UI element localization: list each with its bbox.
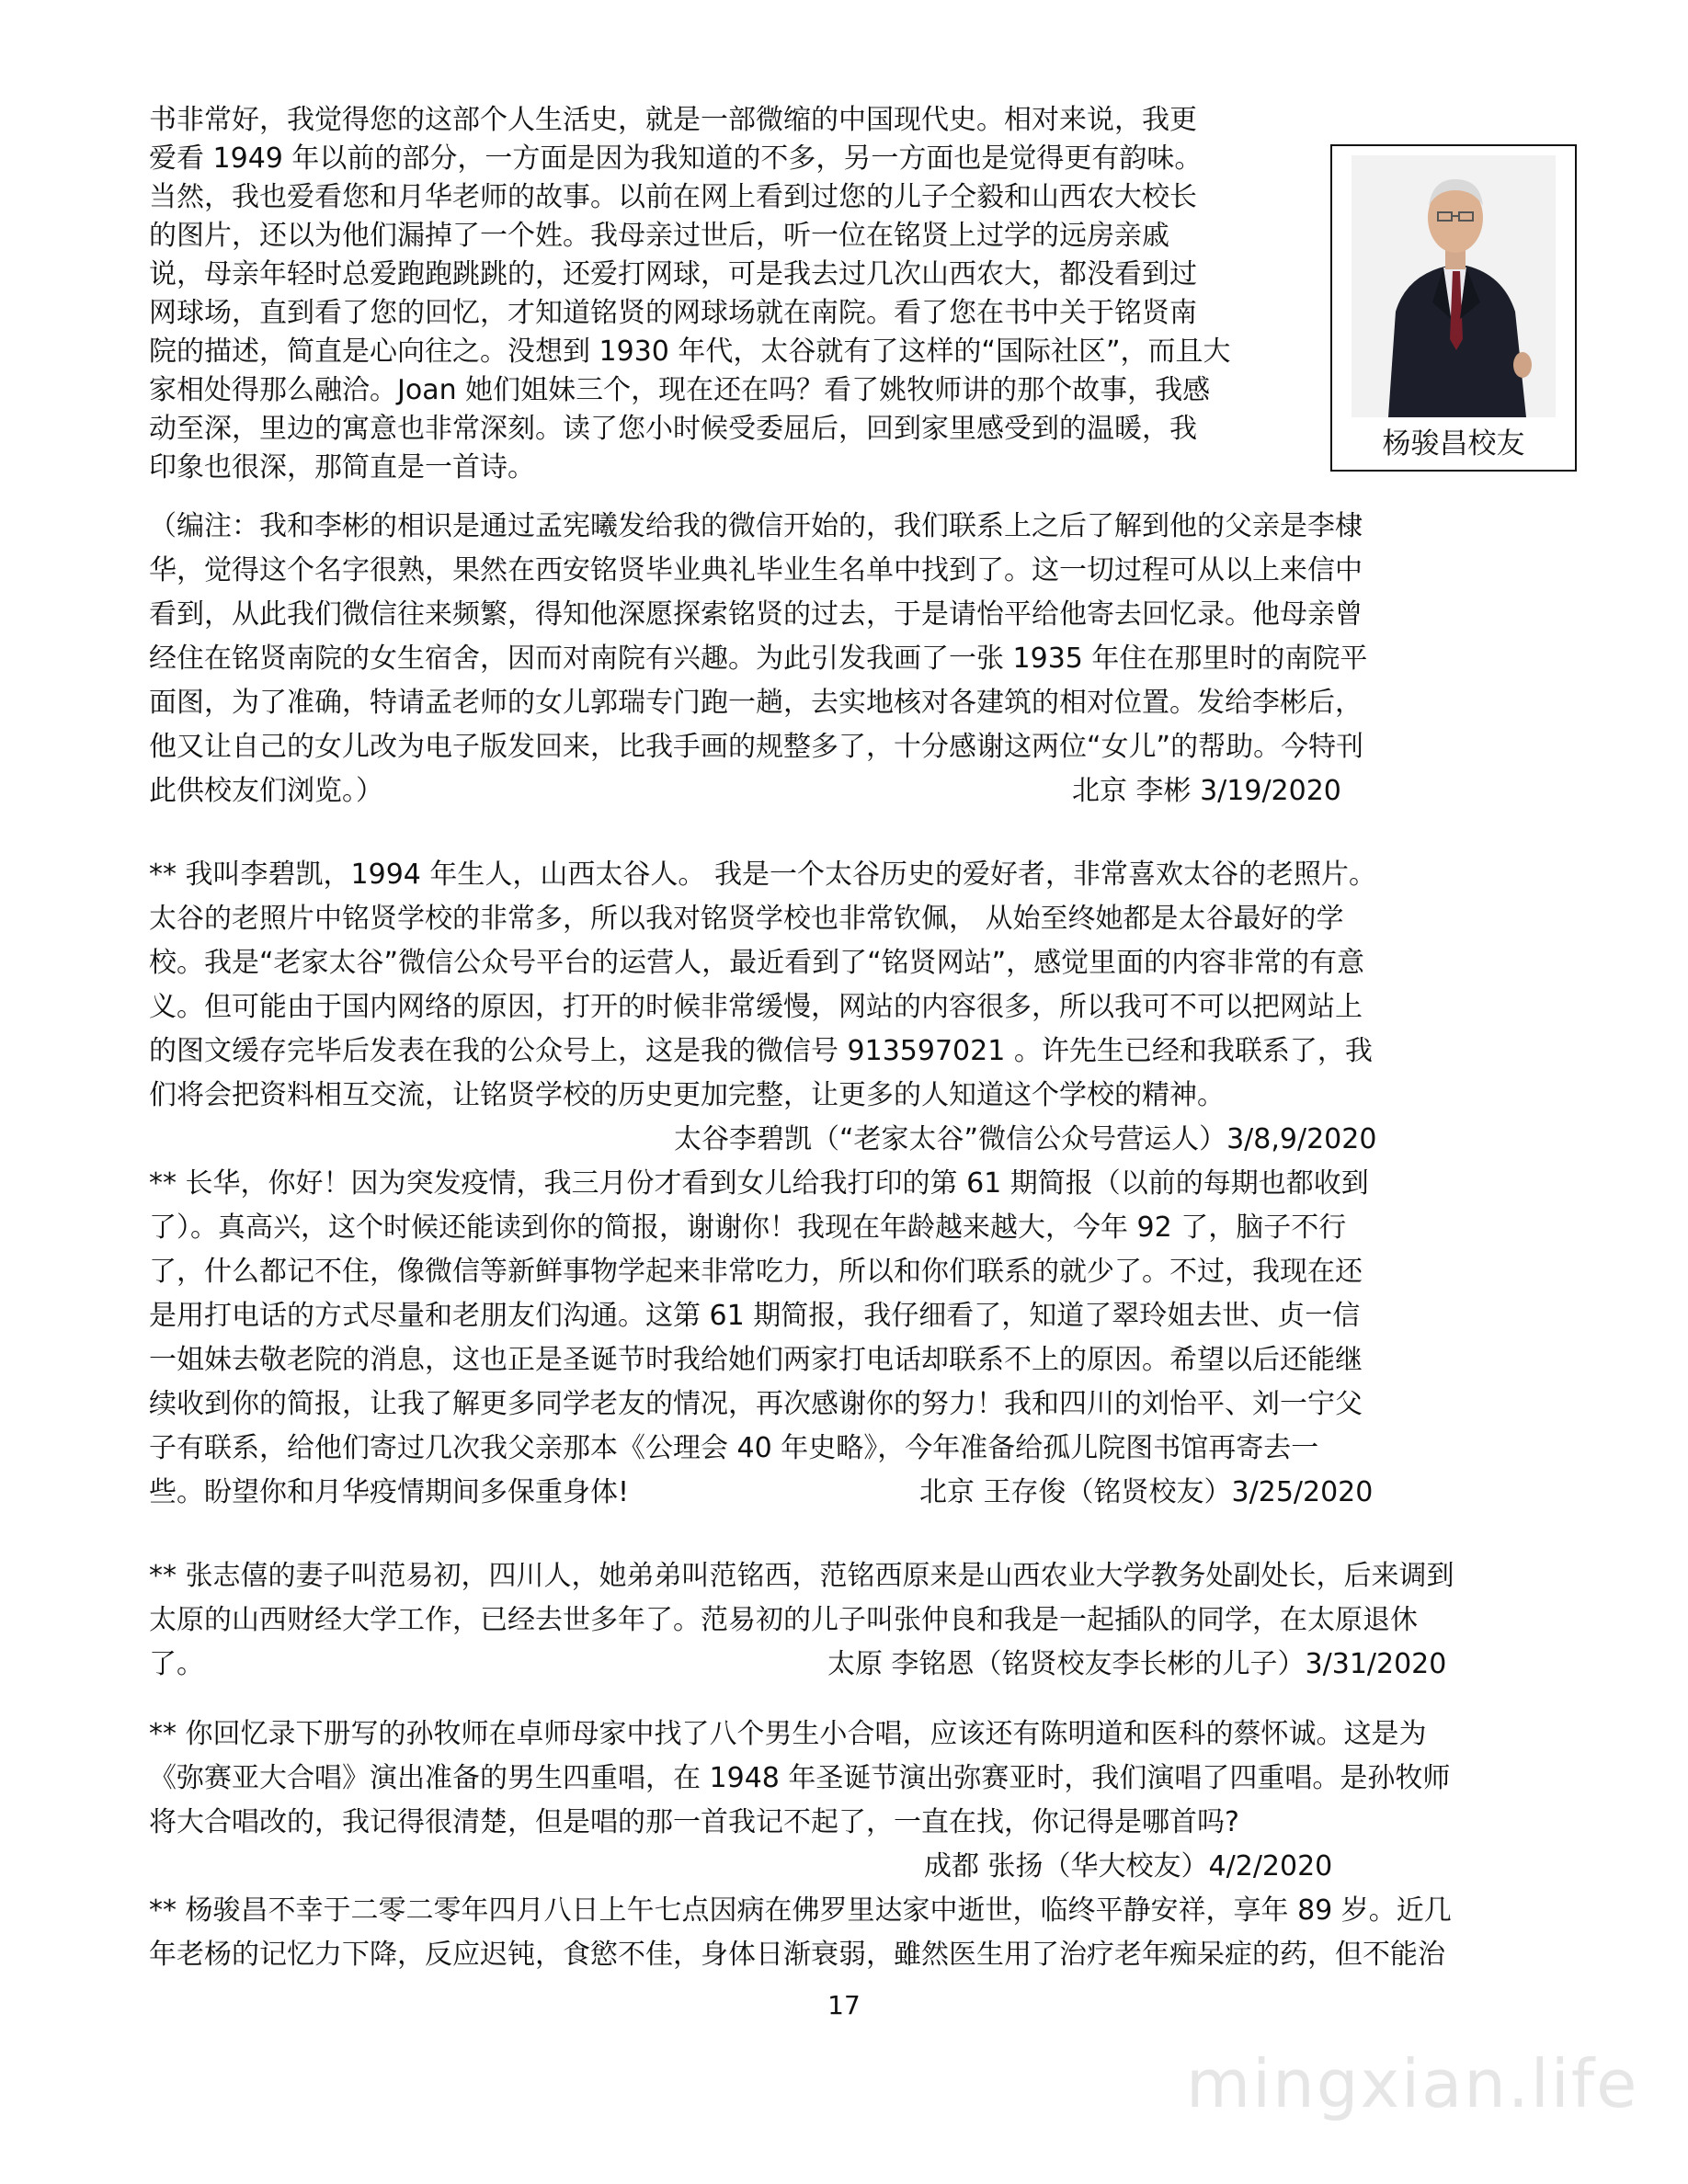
photo-frame (1330, 144, 1577, 472)
paragraph-line: 续收到你的简报，让我了解更多同学老友的情况，再次感谢你的努力！我和四川的刘怡平、刘一宁父 (149, 1388, 1363, 1420)
paragraph-line: ** 你回忆录下册写的孙牧师在卓师母家中找了八个男生小合唱，应该还有陈明道和医科的蔡怀诚。这是为 (149, 1718, 1427, 1750)
paragraph-line: 们将会把资料相互交流，让铭贤学校的历史更加完整，让更多的人知道这个学校的精神。 (149, 1079, 1225, 1111)
paragraph-line: 家相处得那么融洽。Joan 她们姐妹三个，现在还在吗？看了姚牧师讲的那个故事，我感 (149, 374, 1211, 406)
paragraph-line: 当然，我也爱看您和月华老师的故事。以前在网上看到过您的儿子仝毅和山西农大校长 (149, 181, 1197, 213)
paragraph-line: 此供校友们浏览。） (149, 775, 383, 807)
paragraph-line: 太谷的老照片中铭贤学校的非常多，所以我对铭贤学校也非常钦佩， 从始至终她都是太谷最好的学 (149, 903, 1344, 935)
paragraph-line: 印象也很深，那简直是一首诗。 (149, 451, 535, 483)
paragraph-line: 华，觉得这个名字很熟，果然在西安铭贤毕业典礼毕业生名单中找到了。这一切过程可从以上来信中 (149, 554, 1363, 586)
signature-line: 成都 张扬（华大校友）4/2/2020 (924, 1850, 1333, 1883)
paragraph-line: 义。但可能由于国内网络的原因，打开的时候非常缓慢，网站的内容很多，所以我可不可以把网站上 (149, 991, 1363, 1023)
paragraph-line: 动至深，里边的寓意也非常深刻。读了您小时候受委屈后，回到家里感受到的温暖，我 (149, 413, 1197, 445)
paragraph-line: 太原的山西财经大学工作，已经去世多年了。范易初的儿子叫张仲良和我是一起插队的同学，在太原退休 (149, 1604, 1418, 1636)
signature-line: 北京 王存俊（铭贤校友）3/25/2020 (919, 1476, 1374, 1508)
paragraph-line: 的图片，还以为他们漏掉了一个姓。我母亲过世后，听一位在铭贤上过学的远房亲戚 (149, 220, 1169, 252)
paragraph-line: 些。盼望你和月华疫情期间多保重身体! (149, 1476, 630, 1508)
paragraph-line: 了。 (149, 1648, 204, 1680)
signature-line: 太谷李碧凯（“老家太谷”微信公众号营运人）3/8,9/2020 (674, 1123, 1377, 1155)
portrait-illustration (1352, 155, 1556, 417)
paragraph-line: 说，母亲年轻时总爱跑跑跳跳的，还爱打网球，可是我去过几次山西农大，都没看到过 (149, 258, 1197, 290)
page-number: 17 (827, 1990, 861, 2020)
signature-line: 北京 李彬 3/19/2020 (1072, 775, 1341, 807)
paragraph-line: 一姐妹去敬老院的消息，这也正是圣诞节时我给她们两家打电话却联系不上的原因。希望以后还能继 (149, 1344, 1363, 1376)
paragraph-line: 校。我是“老家太谷”微信公众号平台的运营人，最近看到了“铭贤网站”，感觉里面的内容非常的有意 (149, 947, 1365, 979)
paragraph-line: 年老杨的记忆力下降，反应迟钝，食慾不佳，身体日渐衰弱，雖然医生用了治疗老年痴呆症的药，但不能治 (149, 1939, 1445, 1971)
paragraph-line: 看到，从此我们微信往来频繁，得知他深愿探索铭贤的过去，于是请怡平给他寄去回忆录。他母亲曾 (149, 598, 1363, 631)
paragraph-line: ** 杨骏昌不幸于二零二零年四月八日上午七点因病在佛罗里达家中逝世，临终平静安祥，享年 89 岁。近几 (149, 1894, 1452, 1927)
paragraph-line: 面图，为了准确，特请孟老师的女儿郭瑞专门跑一趟，去实地核对各建筑的相对位置。发给李彬后， (149, 687, 1363, 719)
paragraph-line: 了，什么都记不住，像微信等新鲜事物学起来非常吃力，所以和你们联系的就少了。不过，我现在还 (149, 1256, 1363, 1288)
paragraph-line: 书非常好，我觉得您的这部个人生活史，就是一部微缩的中国现代史。相对来说，我更 (149, 104, 1197, 136)
paragraph-line: 是用打电话的方式尽量和老朋友们沟通。这第 61 期简报，我仔细看了，知道了翠玲姐去世、贞一信 (149, 1300, 1361, 1332)
paragraph-line: （编注：我和李彬的相识是通过孟宪曦发给我的微信开始的，我们联系上之后了解到他的父亲是李棣 (149, 510, 1363, 542)
paragraph-line: 了）。真高兴，这个时候还能读到你的简报，谢谢你！我现在年龄越来越大，今年 92 了，脑子不行 (149, 1211, 1347, 1244)
paragraph-line: ** 张志僖的妻子叫范易初，四川人，她弟弟叫范铭西，范铭西原来是山西农业大学教务处副处长，后来调到 (149, 1560, 1454, 1592)
paragraph-line: ** 我叫李碧凯，1994 年生人，山西太谷人。 我是一个太谷历史的爱好者，非常喜欢太谷的老照片。 (149, 859, 1376, 891)
paragraph-line: 院的描述，简直是心向往之。没想到 1930 年代，太谷就有了这样的“国际社区”，而且大 (149, 336, 1231, 368)
watermark: mingxian.life (1186, 2045, 1639, 2122)
paragraph-line: 网球场，直到看了您的回忆，才知道铭贤的网球场就在南院。看了您在书中关于铭贤南 (149, 297, 1197, 329)
paragraph-line: 爱看 1949 年以前的部分，一方面是因为我知道的不多，另一方面也是觉得更有韵味。 (149, 142, 1203, 175)
paragraph-line: 经住在铭贤南院的女生宿舍，因而对南院有兴趣。为此引发我画了一张 1935 年住在那里时的南院平 (149, 643, 1368, 675)
paragraph-line: 他又让自己的女儿改为电子版发回来，比我手画的规整多了，十分感谢这两位“女儿”的帮助。今特刊 (149, 731, 1364, 763)
paragraph-line: ** 长华，你好！因为突发疫情，我三月份才看到女儿给我打印的第 61 期简报（以前的每期也都收到 (149, 1167, 1369, 1200)
paragraph-line: 《弥赛亚大合唱》演出准备的男生四重唱，在 1948 年圣诞节演出弥赛亚时，我们演唱了四重唱。是孙牧师 (149, 1762, 1451, 1794)
photo-caption: 杨骏昌校友 (1382, 427, 1525, 461)
paragraph-line: 子有联系，给他们寄过几次我父亲那本《公理会 40 年史略》，今年准备给孤儿院图书馆再寄去一 (149, 1432, 1319, 1464)
portrait-photo (1352, 155, 1556, 417)
paragraph-line: 的图文缓存完毕后发表在我的公众号上，这是我的微信号 913597021 。许先生已经和我联系了，我 (149, 1035, 1373, 1067)
paragraph-line: 将大合唱改的，我记得很清楚，但是唱的那一首我记不起了，一直在找，你记得是哪首吗? (149, 1806, 1239, 1838)
signature-line: 太原 李铭恩（铭贤校友李长彬的儿子）3/31/2020 (827, 1648, 1447, 1680)
